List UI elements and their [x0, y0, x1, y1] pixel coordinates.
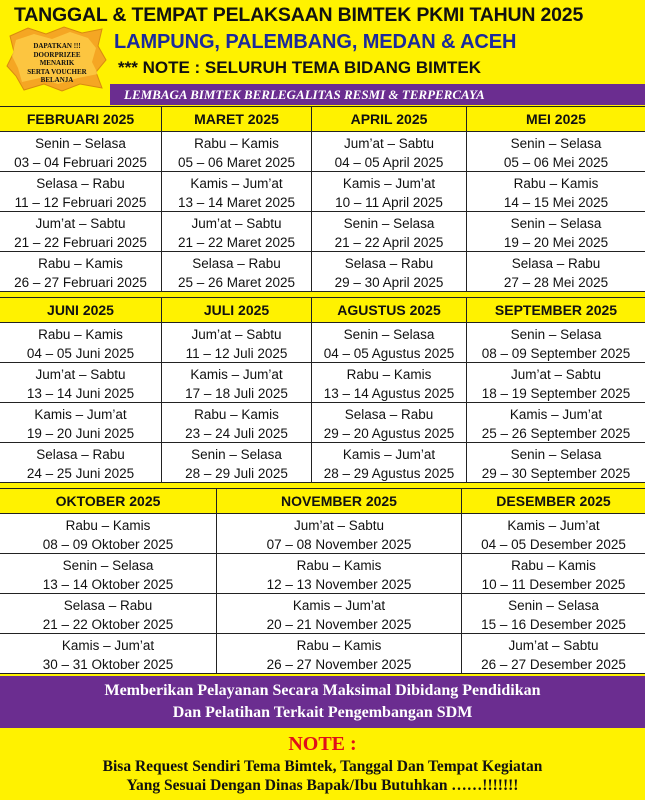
schedule-days: Jum’at – Sabtu	[293, 518, 385, 533]
theme-note: *** NOTE : SELURUH TEMA BIDANG BIMTEK	[118, 58, 481, 77]
schedule-days: Senin – Selasa	[510, 216, 602, 231]
schedule-cell	[0, 212, 162, 252]
schedule-dates: 13 – 14 Juni 2025	[26, 386, 135, 401]
schedule-cell	[0, 554, 217, 594]
schedule-days: Selasa – Rabu	[511, 256, 601, 271]
badge-line: MENARIK	[39, 59, 75, 67]
schedule-days: Senin – Selasa	[62, 558, 154, 573]
schedule-days: Selasa – Rabu	[192, 256, 281, 271]
request-note	[0, 757, 645, 795]
service-banner	[0, 676, 645, 728]
schedule-dates: 12 – 13 November 2025	[266, 577, 412, 592]
schedule-cell	[162, 363, 312, 403]
schedule-cell	[217, 554, 462, 594]
schedule-dates: 04 – 05 April 2025	[334, 155, 444, 170]
month-header: FEBRUARI 2025	[0, 107, 162, 132]
schedule-days: Selasa – Rabu	[36, 447, 125, 462]
schedule-days: Kamis – Jum’at	[507, 518, 600, 533]
badge-line: BELANJA	[40, 76, 74, 84]
schedule-cell	[462, 514, 645, 554]
schedule-dates: 04 – 05 Desember 2025	[481, 537, 626, 552]
schedule-dates: 03 – 04 Februari 2025	[14, 155, 147, 170]
schedule-dates: 04 – 05 Agustus 2025	[323, 346, 455, 361]
month-header: NOVEMBER 2025	[217, 489, 462, 514]
schedule-dates: 25 – 26 Maret 2025	[177, 275, 296, 290]
schedule-dates: 14 – 15 Mei 2025	[503, 195, 609, 210]
schedule-dates: 13 – 14 Maret 2025	[177, 195, 296, 210]
schedule-days: Senin – Selasa	[35, 136, 126, 151]
schedule-cell	[467, 252, 645, 292]
service-line: Dan Pelatihan Terkait Pengembangan SDM	[172, 704, 473, 721]
schedule-cell	[0, 443, 162, 483]
schedule-dates: 15 – 16 Desember 2025	[481, 617, 626, 632]
schedule-days: Senin – Selasa	[191, 447, 282, 462]
schedule-cell	[162, 212, 312, 252]
locations-title: LAMPUNG, PALEMBANG, MEDAN & ACEH	[114, 31, 517, 53]
schedule-days: Rabu – Kamis	[296, 558, 382, 573]
schedule-days: Senin – Selasa	[510, 136, 602, 151]
schedule-days: Senin – Selasa	[343, 216, 435, 231]
schedule-cell	[467, 403, 645, 443]
badge-text	[6, 42, 108, 85]
schedule-dates: 17 – 18 Juli 2025	[185, 386, 288, 401]
schedule-days: Rabu – Kamis	[38, 256, 123, 271]
schedule-days: Rabu – Kamis	[194, 136, 279, 151]
month-header: JULI 2025	[162, 298, 312, 323]
schedule-cell	[467, 172, 645, 212]
schedule-dates: 05 – 06 Mei 2025	[503, 155, 609, 170]
schedule-dates: 29 – 20 Agustus 2025	[323, 426, 455, 441]
schedule-days: Senin – Selasa	[343, 327, 435, 342]
main-title: TANGGAL & TEMPAT PELAKSAAN BIMTEK PKMI TAHUN 2025	[14, 4, 584, 26]
schedule-dates: 28 – 29 Juli 2025	[185, 466, 288, 481]
schedule-cell	[162, 323, 312, 363]
schedule-days: Rabu – Kamis	[65, 518, 151, 533]
schedule-days: Kamis – Jum’at	[190, 176, 283, 191]
schedule-dates: 21 – 22 April 2025	[334, 235, 444, 250]
schedule-cell	[467, 212, 645, 252]
schedule-cell	[162, 403, 312, 443]
schedule-cell	[162, 172, 312, 212]
schedule-dates: 10 – 11 April 2025	[335, 195, 443, 210]
schedule-days: Jum’at – Sabtu	[510, 367, 602, 382]
schedule-dates: 25 – 26 September 2025	[481, 426, 631, 441]
schedule-cell	[0, 403, 162, 443]
schedule-cell	[312, 132, 467, 172]
schedule-dates: 08 – 09 September 2025	[481, 346, 631, 361]
schedule-days: Kamis – Jum’at	[509, 407, 603, 422]
schedule-days: Jum’at – Sabtu	[191, 216, 282, 231]
schedule-days: Kamis – Jum’at	[342, 447, 436, 462]
schedule-table-feb-may	[0, 106, 645, 292]
service-line: Memberikan Pelayanan Secara Maksimal Dibidang Pendidikan	[104, 682, 541, 699]
schedule-dates: 24 – 25 Juni 2025	[26, 466, 135, 481]
schedule-days: Selasa – Rabu	[36, 176, 125, 191]
schedule-dates: 18 – 19 September 2025	[481, 386, 631, 401]
schedule-cell	[217, 634, 462, 674]
schedule-dates: 26 – 27 Februari 2025	[14, 275, 147, 290]
schedule-dates: 30 – 31 Oktober 2025	[42, 657, 174, 672]
schedule-days: Jum’at – Sabtu	[35, 216, 126, 231]
schedule-days: Kamis – Jum’at	[342, 176, 436, 191]
schedule-days: Rabu – Kamis	[38, 327, 123, 342]
schedule-cell	[312, 403, 467, 443]
schedule-days: Senin – Selasa	[510, 447, 602, 462]
schedule-dates: 19 – 20 Mei 2025	[503, 235, 609, 250]
schedule-dates: 13 – 14 Oktober 2025	[42, 577, 174, 592]
schedule-cell	[0, 323, 162, 363]
schedule-days: Rabu – Kamis	[511, 558, 596, 573]
schedule-cell	[0, 634, 217, 674]
schedule-dates: 23 – 24 Juli 2025	[185, 426, 288, 441]
schedule-dates: 20 – 21 November 2025	[266, 617, 412, 632]
request-note-line: Bisa Request Sendiri Tema Bimtek, Tanggal Dan Tempat Kegiatan	[102, 758, 543, 775]
request-note-line: Yang Sesuai Dengan Dinas Bapak/Ibu Butuhkan ……!!!!!!!	[126, 777, 519, 794]
schedule-dates: 13 – 14 Agustus 2025	[323, 386, 455, 401]
header	[0, 0, 645, 85]
schedule-days: Selasa – Rabu	[63, 598, 153, 613]
badge-line: DAPATKAN !!!	[33, 42, 81, 50]
badge-line: SERTA VOUCHER	[27, 67, 87, 76]
schedule-cell	[312, 172, 467, 212]
schedule-cell	[162, 252, 312, 292]
schedule-days: Kamis – Jum’at	[34, 407, 127, 422]
schedule-dates: 08 – 09 Oktober 2025	[42, 537, 174, 552]
schedule-table-jun-sep	[0, 297, 645, 483]
schedule-days: Rabu – Kamis	[346, 367, 432, 382]
schedule-days: Senin – Selasa	[508, 598, 599, 613]
schedule-cell	[0, 363, 162, 403]
month-header: AGUSTUS 2025	[312, 298, 467, 323]
schedule-cell	[467, 443, 645, 483]
month-header: JUNI 2025	[0, 298, 162, 323]
schedule-dates: 29 – 30 April 2025	[334, 275, 444, 290]
schedule-cell	[467, 363, 645, 403]
schedule-cell	[0, 252, 162, 292]
schedule-days: Selasa – Rabu	[344, 256, 434, 271]
schedule-cell	[0, 132, 162, 172]
schedule-days: Kamis – Jum’at	[190, 367, 283, 382]
schedule-dates: 10 – 11 Desember 2025	[481, 577, 626, 592]
schedule-days: Jum’at – Sabtu	[508, 638, 599, 653]
month-header: DESEMBER 2025	[462, 489, 645, 514]
schedule-dates: 28 – 29 Agustus 2025	[323, 466, 455, 481]
schedule-days: Selasa – Rabu	[344, 407, 434, 422]
schedule-cell	[162, 132, 312, 172]
month-header: APRIL 2025	[312, 107, 467, 132]
schedule-cell	[467, 323, 645, 363]
schedule-dates: 11 – 12 Juli 2025	[185, 346, 288, 361]
schedule-dates: 26 – 27 Desember 2025	[481, 657, 626, 672]
legality-banner: LEMBAGA BIMTEK BERLEGALITAS RESMI & TERPERCAYA	[110, 84, 645, 105]
schedule-days: Rabu – Kamis	[513, 176, 599, 191]
schedule-cell	[312, 252, 467, 292]
schedule-cell	[312, 443, 467, 483]
schedule-cell	[462, 554, 645, 594]
schedule-cell	[0, 514, 217, 554]
schedule-cell	[312, 323, 467, 363]
doorprize-badge	[6, 26, 108, 92]
schedule-days: Jum’at – Sabtu	[35, 367, 126, 382]
schedule-days: Senin – Selasa	[510, 327, 602, 342]
schedule-dates: 29 – 30 September 2025	[481, 466, 631, 481]
schedule-days: Rabu – Kamis	[296, 638, 382, 653]
schedule-cell	[217, 594, 462, 634]
schedule-cell	[312, 363, 467, 403]
month-header: OKTOBER 2025	[0, 489, 217, 514]
schedule-cell	[0, 172, 162, 212]
schedule-cell	[0, 594, 217, 634]
schedule-dates: 21 – 22 Oktober 2025	[42, 617, 174, 632]
month-header: MARET 2025	[162, 107, 312, 132]
schedule-table-oct-dec	[0, 488, 645, 674]
schedule-dates: 26 – 27 November 2025	[266, 657, 412, 672]
month-header: MEI 2025	[467, 107, 645, 132]
schedule-cell	[162, 443, 312, 483]
month-header: SEPTEMBER 2025	[467, 298, 645, 323]
schedule-dates: 05 – 06 Maret 2025	[177, 155, 296, 170]
schedule-dates: 04 – 05 Juni 2025	[26, 346, 135, 361]
schedule-days: Kamis – Jum’at	[292, 598, 386, 613]
schedule-days: Kamis – Jum’at	[61, 638, 155, 653]
schedule-dates: 21 – 22 Maret 2025	[177, 235, 296, 250]
schedule-days: Jum’at – Sabtu	[343, 136, 435, 151]
schedule-dates: 21 – 22 Februari 2025	[14, 235, 147, 250]
schedule-dates: 11 – 12 Februari 2025	[14, 195, 147, 210]
note-label: NOTE :	[288, 733, 357, 755]
schedule-cell	[312, 212, 467, 252]
schedule-dates: 19 – 20 Juni 2025	[26, 426, 135, 441]
schedule-days: Jum’at – Sabtu	[191, 327, 282, 342]
schedule-dates: 07 – 08 November 2025	[266, 537, 412, 552]
schedule-dates: 27 – 28 Mei 2025	[503, 275, 609, 290]
schedule-cell	[467, 132, 645, 172]
schedule-cell	[462, 594, 645, 634]
schedule-cell	[217, 514, 462, 554]
schedule-days: Rabu – Kamis	[194, 407, 279, 422]
badge-line: DOORPRIZEE	[33, 50, 81, 59]
schedule-cell	[462, 634, 645, 674]
